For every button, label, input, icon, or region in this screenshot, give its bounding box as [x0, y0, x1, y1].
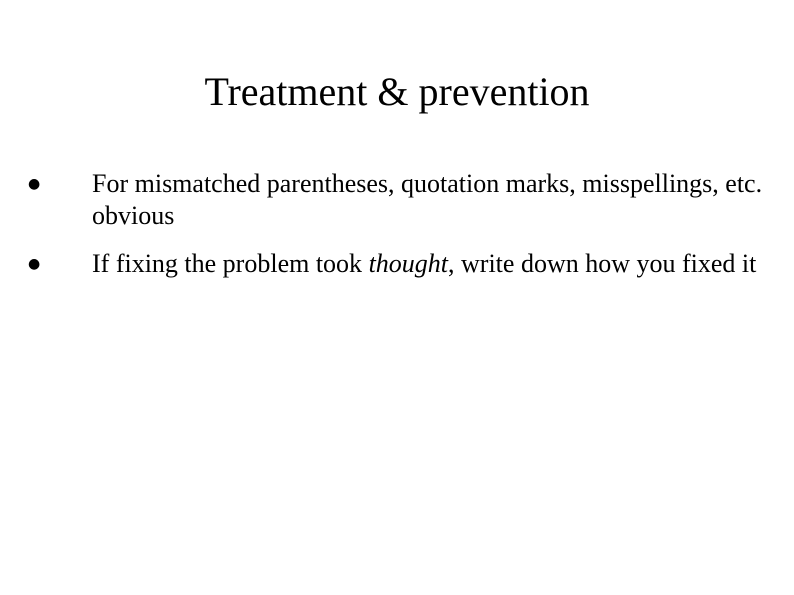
bullet-list — [28, 168, 768, 296]
bullet-dot-icon: ● — [28, 256, 41, 272]
bullet-item-mismatched — [28, 168, 768, 232]
bullet-text-after: , write down how you fixed it — [448, 249, 757, 278]
bullet-item-thought — [28, 248, 768, 280]
slide-title: Treatment & prevention — [204, 69, 590, 114]
bullet-text-emphasis: thought — [368, 249, 449, 278]
bullet-text: For mismatched parentheses, quotation marks, misspellings, etc. obvious — [92, 169, 763, 230]
bullet-text-before: If fixing the problem took — [92, 249, 369, 278]
bullet-dot-icon: ● — [28, 176, 41, 192]
